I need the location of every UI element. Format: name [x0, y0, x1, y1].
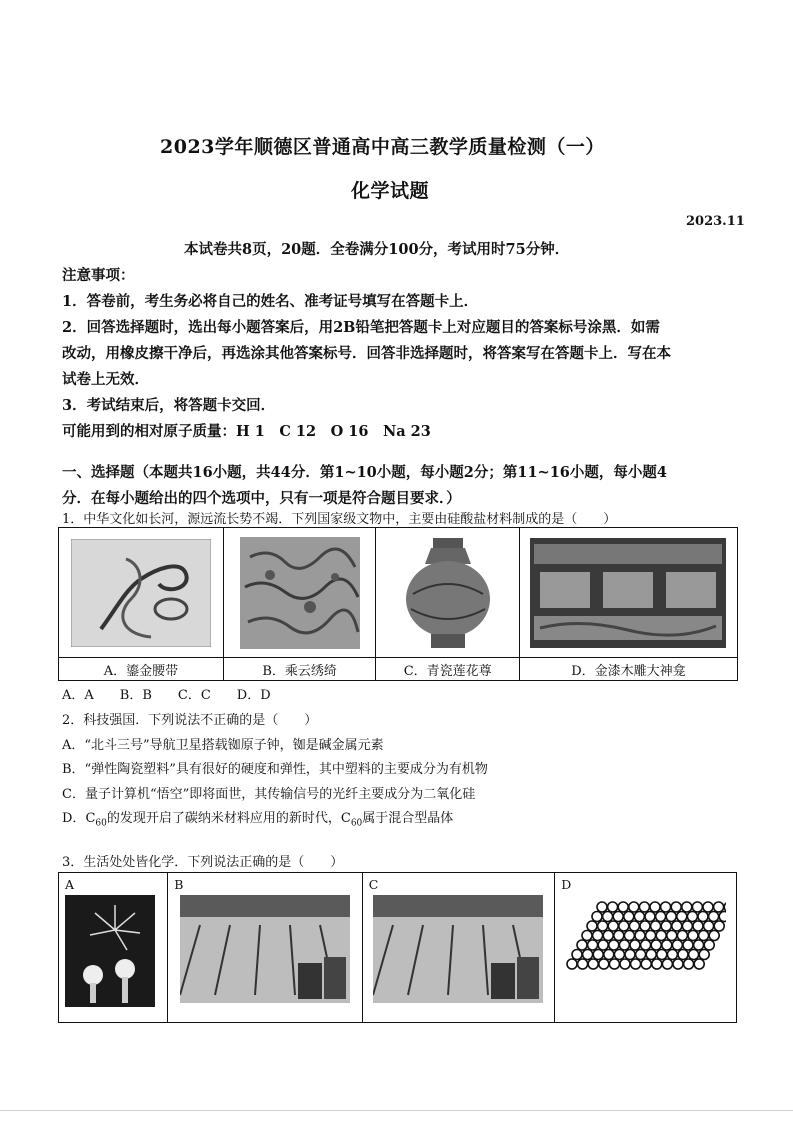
lattice-atom	[673, 959, 683, 969]
c60-formula-second: $C_{60}$	[340, 811, 363, 829]
lattice-atom	[602, 912, 612, 922]
lattice-atom	[651, 940, 661, 950]
lattice-atom	[693, 940, 703, 950]
lattice-atom	[683, 959, 693, 969]
lattice-atom	[681, 902, 691, 912]
lattice-atom	[619, 940, 629, 950]
note-item-2-line-3: 试卷上无效．	[62, 371, 149, 388]
lattice-atom	[577, 959, 587, 969]
caption-a: A．鎏金腰带	[59, 658, 224, 681]
lattice-atom	[635, 931, 645, 941]
section-heading-line-2: 分．在每小题给出的四个选项中，只有一项是符合题目要求．）	[62, 490, 461, 507]
option-d-suffix: 属于混合型晶体	[362, 811, 454, 826]
lattice-atom	[582, 950, 592, 960]
lattice-atom	[609, 959, 619, 969]
option-d-middle: 的发现开启了碳纳米材料应用的新时代，	[106, 811, 341, 826]
page-subtitle: 化学试题	[351, 180, 430, 202]
lattice-atom	[587, 940, 597, 950]
lattice-atom	[693, 921, 703, 931]
lattice-atom	[708, 912, 718, 922]
caption-b: B．乘云绣绮	[223, 658, 376, 681]
lattice-atom	[724, 902, 726, 912]
lattice-atom	[628, 902, 638, 912]
image-cell-b	[223, 528, 376, 658]
question-1-image-table	[58, 527, 738, 681]
celadon-vessel-photo	[393, 534, 503, 652]
lattice-atom	[603, 950, 613, 960]
lattice-atom	[671, 902, 681, 912]
image-cell-a	[59, 528, 224, 658]
lattice-atom	[582, 931, 592, 941]
question-1-choices: A．A B．B C．C D．D	[62, 688, 271, 703]
lattice-atom	[650, 902, 660, 912]
question-2-stem: 2．科技强国．下列说法不正确的是（ ）	[62, 713, 318, 728]
lattice-atom	[630, 940, 640, 950]
lattice-atom	[661, 940, 671, 950]
lattice-atom	[587, 921, 597, 931]
question-2-option-c: C．量子计算机“悟空”即将面世，其传输信号的光纤主要成分为二氧化硅	[62, 787, 476, 802]
question-2-option-d	[62, 807, 453, 829]
caption-c: C．青瓷莲花尊	[376, 658, 520, 681]
question-2-option-b: B．“弹性陶瓷塑料”具有很好的硬度和弹性，其中塑料的主要成分为有机物	[62, 762, 488, 777]
question-1-stem: 1．中华文化如长河，源远流长势不竭．下列国家级文物中，主要由硅酸盐材料制成的是（ ）	[62, 512, 617, 527]
lattice-atom	[703, 921, 713, 931]
lattice-atom	[588, 959, 598, 969]
lattice-atom	[683, 940, 693, 950]
lattice-atom	[620, 959, 630, 969]
lattice-atom	[625, 950, 635, 960]
lattice-atom	[608, 921, 618, 931]
lattice-atom	[597, 902, 607, 912]
fireworks-photo	[65, 895, 155, 1007]
note-item-3: 3．考试结束后，将答题卡交回．	[62, 397, 276, 414]
q3-label-b: B	[174, 877, 184, 892]
carved-shrine-photo	[530, 538, 726, 648]
atom-lattice-diagram	[566, 901, 726, 977]
lattice-atom	[592, 912, 602, 922]
question-2-option-a: A．“北斗三号”导航卫星搭载铷原子钟，铷是碱金属元素	[62, 738, 384, 753]
q3-cell-d	[555, 873, 737, 1023]
page-bottom-rule	[0, 1110, 793, 1111]
lattice-atom	[613, 931, 623, 941]
note-item-2-line-1: 2．回答选择题时，选出每小题答案后，用2B铅笔把答题卡上对应题目的答案标号涂黑．如需	[62, 319, 660, 336]
lattice-atom	[655, 912, 665, 922]
atomic-mass-line: 可能用到的相对原子质量：H 1 C 12 O 16 Na 23	[62, 423, 431, 440]
note-item-2-line-2: 改动，用橡皮擦干净后，再选涂其他答案标号．回答非选择题时，将答案写在答题卡上．写在本	[62, 345, 671, 362]
lattice-atom	[688, 931, 698, 941]
exam-info: 本试卷共8页，20题．全卷满分100分，考试用时75分钟．	[184, 241, 570, 258]
lattice-atom	[661, 921, 671, 931]
lattice-atom	[666, 931, 676, 941]
q3-label-d: D	[561, 877, 572, 892]
lattice-atom	[671, 921, 681, 931]
lattice-atom	[699, 950, 709, 960]
lattice-atom	[676, 912, 686, 922]
lattice-atom	[713, 902, 723, 912]
lattice-atom	[597, 921, 607, 931]
lattice-atom	[656, 931, 666, 941]
lattice-atom	[618, 902, 628, 912]
lattice-atom	[714, 921, 724, 931]
c60-formula: $C_{60}$	[85, 811, 107, 829]
lattice-atom	[618, 921, 628, 931]
lattice-atom	[641, 959, 651, 969]
lattice-atom	[613, 912, 623, 922]
lattice-atom	[592, 931, 602, 941]
lattice-atom	[640, 940, 650, 950]
lattice-atom	[614, 950, 624, 960]
lattice-atom	[677, 931, 687, 941]
lattice-atom	[640, 921, 650, 931]
lattice-atom	[593, 950, 603, 960]
lattice-atom	[682, 921, 692, 931]
lattice-atom	[607, 902, 617, 912]
lattice-atom	[603, 931, 613, 941]
question-3-stem: 3．生活处处皆化学．下列说法正确的是（ ）	[62, 855, 344, 870]
lattice-atom	[687, 912, 697, 922]
lattice-atom	[660, 902, 670, 912]
lattice-atom	[672, 940, 682, 950]
option-d-prefix: D．	[62, 811, 86, 826]
lattice-atom	[624, 931, 634, 941]
q3-label-c: C	[368, 877, 379, 892]
lattice-atom	[623, 912, 633, 922]
brewery-tanks-photo-c	[373, 895, 543, 1003]
brewery-tanks-photo-b	[180, 895, 350, 1003]
question-3-image-table	[58, 872, 737, 1023]
section-heading-line-1: 一、选择题（本题共16小题，共44分．第1~10小题，每小题2分；第11~16小题，每小题4	[62, 464, 667, 481]
lattice-atom	[645, 931, 655, 941]
lattice-atom	[629, 921, 639, 931]
lattice-atom	[662, 959, 672, 969]
lattice-atom	[704, 940, 714, 950]
q3-cell-c	[362, 873, 555, 1023]
lattice-atom	[646, 950, 656, 960]
lattice-atom	[703, 902, 713, 912]
lattice-atom	[688, 950, 698, 960]
embroidered-silk-photo	[240, 537, 360, 649]
lattice-atom	[634, 912, 644, 922]
lattice-atom	[645, 912, 655, 922]
q3-cell-a	[59, 873, 168, 1023]
lattice-atom	[598, 940, 608, 950]
gilt-belt-photo	[71, 539, 211, 647]
note-item-1: 1．答卷前，考生务必将自己的姓名、准考证号填写在答题卡上．	[62, 293, 479, 310]
q3-label-a: A	[65, 877, 75, 892]
lattice-atom	[678, 950, 688, 960]
lattice-atom	[698, 912, 708, 922]
lattice-atom	[709, 931, 719, 941]
lattice-atom	[656, 950, 666, 960]
lattice-atom	[639, 902, 649, 912]
lattice-atom	[650, 921, 660, 931]
lattice-atom	[719, 912, 726, 922]
page-title: 2023学年顺德区普通高中高三教学质量检测（一）	[160, 136, 605, 158]
exam-date: 2023.11	[686, 214, 745, 229]
lattice-atom	[567, 959, 577, 969]
lattice-atom	[667, 950, 677, 960]
lattice-atom	[608, 940, 618, 950]
lattice-atom	[651, 959, 661, 969]
notes-heading: 注意事项：	[62, 267, 135, 284]
lattice-atom	[694, 959, 704, 969]
image-cell-d	[519, 528, 737, 658]
lattice-atom	[666, 912, 676, 922]
caption-d: D．金漆木雕大神龛	[519, 658, 737, 681]
lattice-atom	[577, 940, 587, 950]
lattice-atom	[572, 950, 582, 960]
q3-cell-b	[168, 873, 362, 1023]
image-cell-c	[376, 528, 520, 658]
lattice-atom	[598, 959, 608, 969]
lattice-atom	[630, 959, 640, 969]
lattice-atom	[692, 902, 702, 912]
lattice-atom	[698, 931, 708, 941]
lattice-atom	[635, 950, 645, 960]
